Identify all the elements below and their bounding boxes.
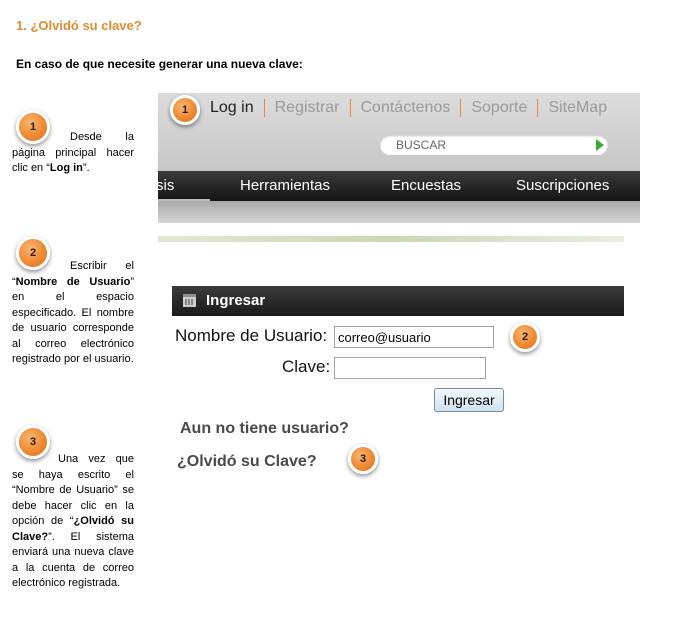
nav-soporte[interactable]: Soporte <box>460 99 537 117</box>
no-user-link[interactable]: Aun no tiene usuario? <box>180 420 349 437</box>
screenshot-badge-1: 1 <box>170 95 200 125</box>
step-1-text: Desde la página principal hacer clic en “Log in”. <box>12 131 134 174</box>
section-heading: 1. ¿Olvidó su clave? <box>16 18 142 33</box>
step-3-text: Una vez que se haya escrito el “Nombre de Usuario” se debe hacer clic en la opción de “¿Olvidó su Clave?”. El sistema enviará una nueva clave a la cuenta de correo electrónico registrada. <box>12 453 134 589</box>
nav-login[interactable]: Log in <box>210 99 254 116</box>
login-title: Ingresar <box>206 292 266 309</box>
search-input[interactable] <box>380 135 608 155</box>
menu-item-herramientas[interactable]: Herramientas <box>240 177 331 194</box>
screenshot-badge-3: 3 <box>348 444 378 474</box>
nav-sitemap[interactable]: SiteMap <box>537 99 617 117</box>
nav-registrar[interactable]: Registrar <box>264 99 350 117</box>
step-badge-1: 1 <box>16 110 50 144</box>
password-label: Clave: <box>282 357 331 376</box>
username-field[interactable]: correo@usuario <box>334 326 494 348</box>
main-menu <box>158 171 640 201</box>
menu-item-encuestas[interactable]: Encuestas <box>391 177 462 194</box>
search-placeholder: BUSCAR <box>396 138 447 152</box>
step-badge-2: 2 <box>16 236 50 270</box>
search-go-icon[interactable] <box>596 139 604 151</box>
calendar-icon <box>183 294 196 307</box>
step-2-text: Escribir el “Nombre de Usuario” en el espacio especificado. El nombre de usuario corresponde al correo electrónico registrado por el usuario. <box>12 260 134 365</box>
password-field[interactable] <box>334 357 486 379</box>
login-form-screenshot <box>158 236 624 476</box>
screenshot-badge-2: 2 <box>510 322 540 352</box>
forgot-password-link[interactable]: ¿Olvidó su Clave? <box>177 453 317 470</box>
login-title-bar <box>172 286 624 316</box>
section-subheading: En caso de que necesite generar una nueva clave: <box>16 57 303 71</box>
menu-item-partial[interactable]: sis <box>156 177 175 194</box>
ingresar-button[interactable]: Ingresar <box>434 388 504 412</box>
username-label: Nombre de Usuario: <box>175 326 328 345</box>
nav-contactenos[interactable]: Contáctenos <box>350 99 461 117</box>
top-nav <box>210 99 617 117</box>
top-accent-line <box>158 236 624 242</box>
step-badge-3: 3 <box>16 425 50 459</box>
header-fade <box>158 201 640 223</box>
site-header-screenshot <box>158 93 640 223</box>
menu-item-suscripciones[interactable]: Suscripciones <box>516 177 610 194</box>
